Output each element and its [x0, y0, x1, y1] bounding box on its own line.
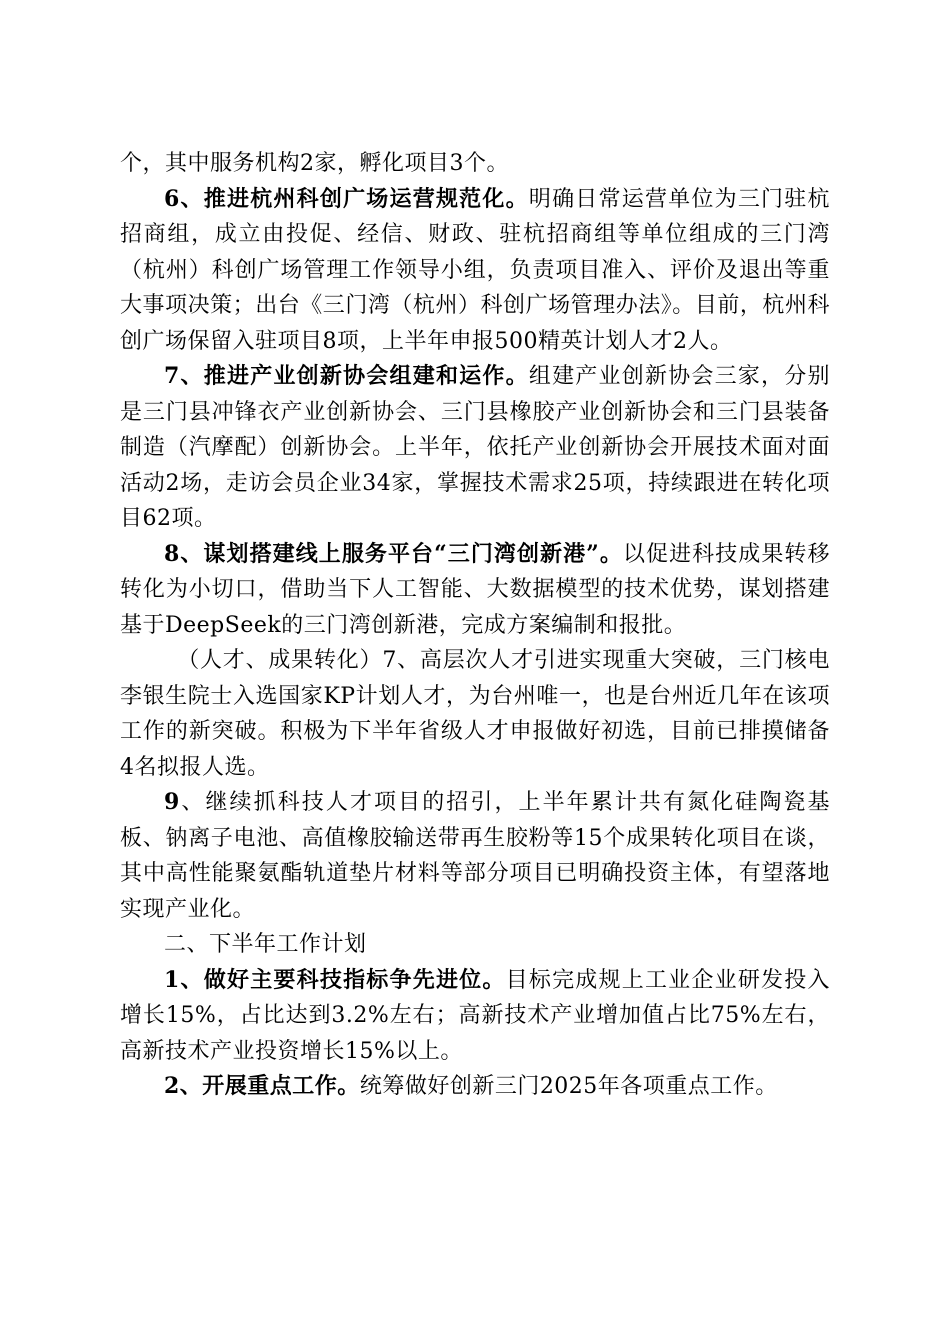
paragraph-plan-2	[120, 1069, 830, 1105]
section-heading	[120, 927, 830, 963]
paragraph-heading: 6、推进杭州科创广场运营规范化。	[164, 185, 529, 212]
paragraph-item-7	[120, 359, 830, 537]
paragraph-text: 组建产业创新协会三家，分别是三门县冲锋衣产业创新协会、三门县橡胶产业创新协会和三门县装备制造（汽摩配）创新协会。上半年，依托产业创新协会开展技术面对面活动2场，走访会员企业34家，掌握技术需求25项，持续跟进在转化项目62项。	[120, 364, 830, 531]
paragraph-item-9	[120, 785, 830, 927]
paragraph-text: 目标完成规上工业企业研发投入增长15%，占比达到3.2%左右；高新技术产业增加值占比75%左右，高新技术产业投资增长15%以上。	[120, 967, 830, 1064]
paragraph-continuation	[120, 146, 830, 182]
paragraph-plan-1	[120, 963, 830, 1070]
paragraph-heading: 7、推进产业创新协会组建和运作。	[164, 363, 529, 389]
paragraph-text: 明确日常运营单位为三门驻杭招商组，成立由投促、经信、财政、驻杭招商组等单位组成的三门湾（杭州）科创广场管理工作领导小组，负责项目准入、评价及退出等重大事项决策；出台《三门湾（杭州）科创广场管理办法》。目前，杭州科创广场保留入驻项目8项，上半年申报500精英计划人才2人。	[120, 186, 830, 354]
section-heading-text: 二、下半年工作计划	[164, 932, 367, 957]
paragraph-item-8	[120, 537, 830, 644]
paragraph-text: 统筹做好创新三门2025年各项重点工作。	[359, 1074, 778, 1099]
paragraph-item-6	[120, 182, 830, 360]
paragraph-talent	[120, 643, 830, 785]
paragraph-text: 以促进科技成果转移转化为小切口，借助当下人工智能、大数据模型的技术优势，谋划搭建基于DeepSeek的三门湾创新港，完成方案编制和报批。	[120, 541, 830, 638]
paragraph-heading: 9	[164, 789, 180, 815]
paragraph-heading: 2、开展重点工作。	[164, 1073, 360, 1099]
paragraph-text: 个，其中服务机构2家，孵化项目3个。	[120, 151, 509, 176]
paragraph-text: （人才、成果转化）7、高层次人才引进实现重大突破，三门核电李银生院士入选国家KP计划人才，为台州唯一，也是台州近几年在该项工作的新突破。积极为下半年省级人才申报做好初选，目前已排摸储备4名拟报人选。	[120, 648, 830, 780]
paragraph-heading: 8、谋划搭建线上服务平台“三门湾创新港”。	[164, 540, 623, 567]
paragraph-text: 、继续抓科技人才项目的招引，上半年累计共有氮化硅陶瓷基板、钠离子电池、高值橡胶输送带再生胶粉等15个成果转化项目在谈，其中高性能聚氨酯轨道垫片材料等部分项目已明确投资主体，有望落地实现产业化。	[120, 790, 830, 922]
paragraph-heading: 1、做好主要科技指标争先进位。	[164, 966, 506, 993]
